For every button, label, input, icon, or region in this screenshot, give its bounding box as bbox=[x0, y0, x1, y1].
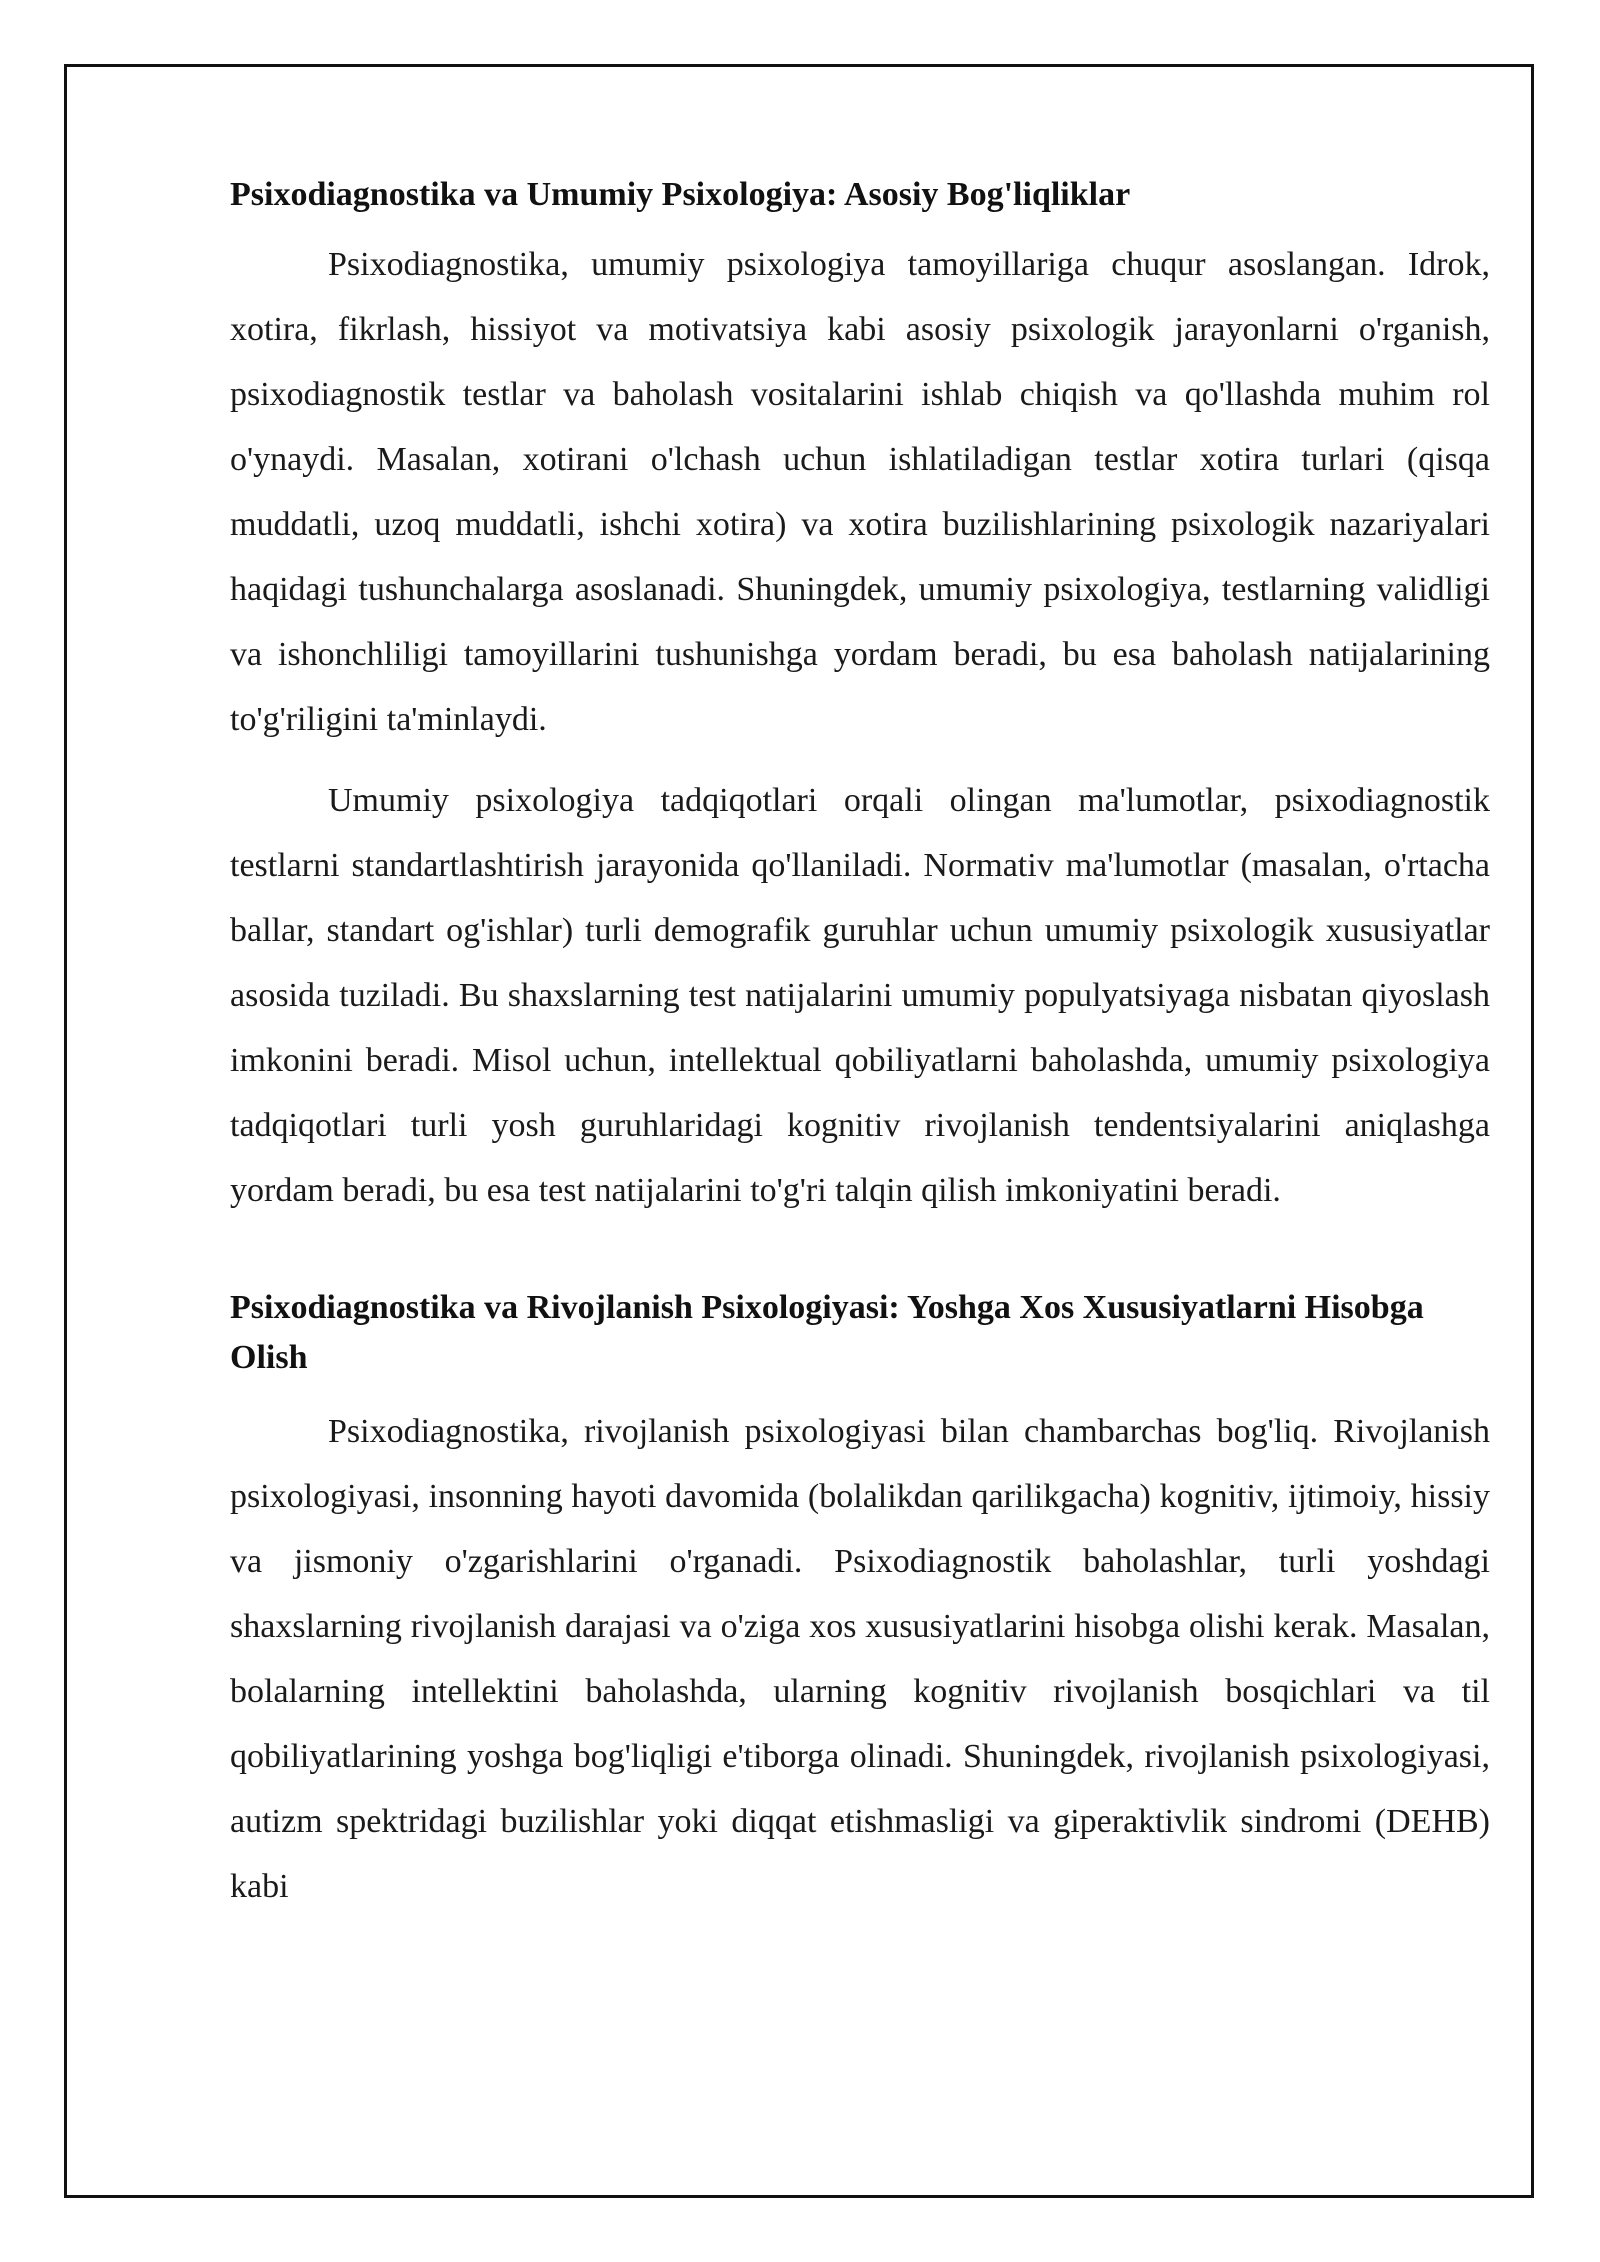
section-heading-general-psychology: Psixodiagnostika va Umumiy Psixologiya: Asosiy Bog'liqliklar bbox=[230, 176, 1131, 213]
paragraph: Psixodiagnostika, rivojlanish psixologiyasi bilan chambarchas bog'liq. Rivojlanish psixologiyasi, insonning hayoti davomida (bolalikdan qarilikgacha) kognitiv, ijtimoiy, hissiy va jismoniy o'zgarishlarini o'rganadi. Psixodiagnostik baholashlar, turli yoshdagi shaxslarning rivojlanish darajasi va o'ziga xos xususiyatlarini hisobga olishi kerak. Masalan, bolalarning intellektini baholashda, ularning kognitiv rivojlanish bosqichlari va til qobiliyatlarining yoshga bog'liqligi e'tiborga olinadi. Shuningdek, rivojlanish psixologiyasi, autizm spektridagi buzilishlar yoki diqqat etishmasligi va giperaktivlik sindromi (DEHB) kabi bbox=[230, 1413, 1490, 1905]
section-heading-developmental-psychology: Psixodiagnostika va Rivojlanish Psixologiyasi: Yoshga Xos Xususiyatlarni Hisobga Olish bbox=[230, 1289, 1424, 1376]
paragraph: Umumiy psixologiya tadqiqotlari orqali olingan ma'lumotlar, psixodiagnostik testlarni standartlashtirish jarayonida qo'llaniladi. Normativ ma'lumotlar (masalan, o'rtacha ballar, standart og'ishlar) turli demografik guruhlar uchun umumiy psixologik xususiyatlar asosida tuziladi. Bu shaxslarning test natijalarini umumiy populyatsiyaga nisbatan qiyoslash imkonini beradi. Misol uchun, intellektual qobiliyatlarni baholashda, umumiy psixologiya tadqiqotlari turli yosh guruhlaridagi kognitiv rivojlanish tendentsiyalarini aniqlashga yordam beradi, bu esa test natijalarini to'g'ri talqin qilish imkoniyatini beradi. bbox=[230, 782, 1490, 1209]
document-body bbox=[230, 170, 1490, 1919]
paragraph: Psixodiagnostika, umumiy psixologiya tamoyillariga chuqur asoslangan. Idrok, xotira, fikrlash, hissiyot va motivatsiya kabi asosiy psixologik jarayonlarni o'rganish, psixodiagnostik testlar va baholash vositalarini ishlab chiqish va qo'llashda muhim rol o'ynaydi. Masalan, xotirani o'lchash uchun ishlatiladigan testlar xotira turlari (qisqa muddatli, uzoq muddatli, ishchi xotira) va xotira buzilishlarining psixologik nazariyalari haqidagi tushunchalarga asoslanadi. Shuningdek, umumiy psixologiya, testlarning validligi va ishonchliligi tamoyillarini tushunishga yordam beradi, bu esa baholash natijalarining to'g'riligini ta'minlaydi. bbox=[230, 246, 1490, 738]
